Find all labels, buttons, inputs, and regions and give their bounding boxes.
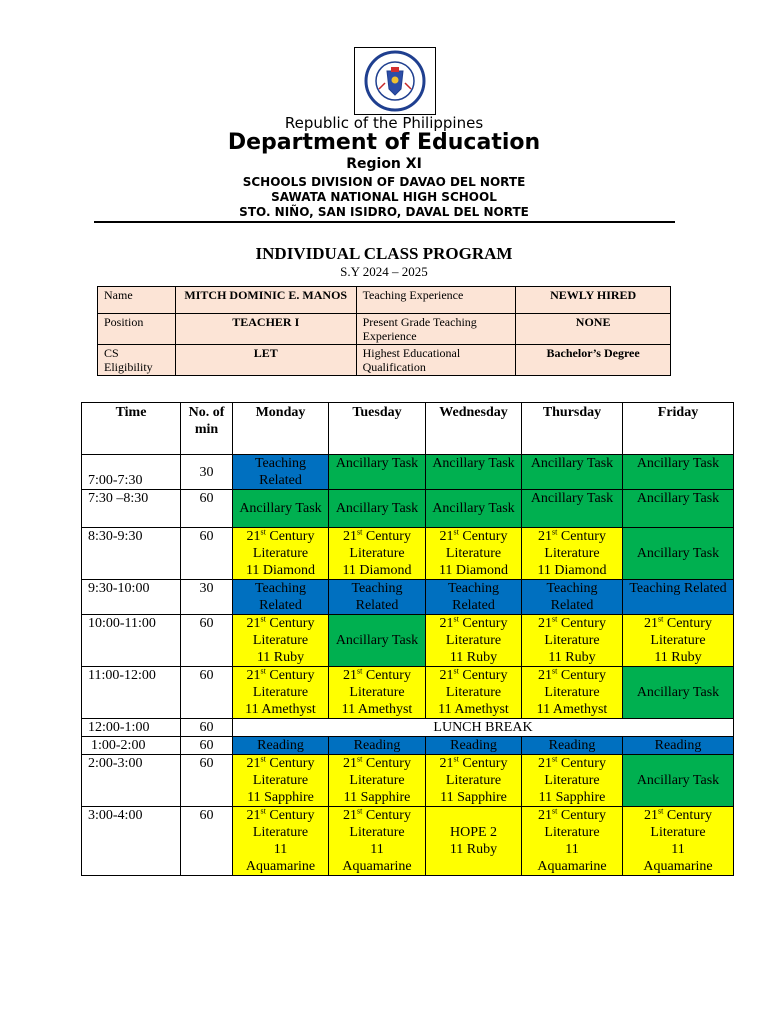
subject-line: Literature: [252, 633, 309, 648]
ordinal-suffix: st: [552, 666, 558, 676]
info-value: MITCH DOMINIC E. MANOS: [175, 287, 356, 314]
ordinal-suffix: st: [552, 527, 558, 537]
col-header-monday: Monday: [233, 403, 329, 455]
subject-line: Literature: [544, 773, 600, 788]
schedule-cell: [623, 615, 734, 667]
schedule-cell: [329, 755, 426, 807]
info-row: [98, 287, 671, 314]
schedule-cell: [623, 807, 734, 876]
schedule-cell: [522, 667, 623, 719]
subject-line: Literature: [445, 773, 502, 788]
subject-line: Literature: [445, 633, 502, 648]
min-cell: 60: [181, 719, 233, 737]
table-row: [82, 719, 734, 737]
ordinal-suffix: st: [552, 806, 558, 816]
century-number: 21: [439, 616, 454, 631]
section-line: 11 Ruby: [449, 650, 498, 665]
schedule-cell: Ancillary Task: [329, 455, 426, 490]
schedule-cell: Reading: [522, 737, 623, 755]
subject-line: Literature: [252, 773, 309, 788]
time-cell: 9:30-10:00: [82, 580, 181, 615]
century-word: Century: [462, 529, 508, 544]
schedule-cell: Reading: [329, 737, 426, 755]
century-word: Century: [560, 529, 606, 544]
teacher-info-table: [97, 286, 671, 376]
col-header-time: Time: [82, 403, 181, 455]
schedule-cell: [233, 807, 329, 876]
schedule-cell: [426, 755, 522, 807]
century-word: Century: [365, 756, 411, 771]
century-word: Century: [269, 668, 315, 683]
course-line: [236, 807, 325, 824]
section-line: 11 Amethyst: [341, 702, 413, 717]
schedule-cell: Reading: [426, 737, 522, 755]
ordinal-suffix: st: [260, 666, 266, 676]
schedule-cell: [426, 667, 522, 719]
region-line: Region XI: [346, 156, 422, 172]
ordinal-suffix: st: [453, 666, 459, 676]
schedule-cell: Teaching Related: [329, 580, 426, 615]
section-line: Aquamarine: [537, 859, 607, 874]
section-line: 11 Ruby: [256, 650, 305, 665]
subject-line: HOPE 2: [449, 825, 498, 840]
info-row: [98, 314, 671, 345]
section-line: 11 Sapphire: [343, 790, 411, 805]
col-header-friday: Friday: [623, 403, 734, 455]
course-line: [236, 755, 325, 772]
century-word: Century: [666, 616, 712, 631]
century-word: Century: [560, 668, 606, 683]
document-title: INDIVIDUAL CLASS PROGRAM: [255, 244, 513, 263]
schedule-cell: Reading: [623, 737, 734, 755]
course-line: [525, 615, 619, 632]
section-line: 11 Diamond: [537, 563, 607, 578]
ordinal-suffix: st: [357, 754, 363, 764]
ordinal-suffix: st: [260, 806, 266, 816]
grade-line: 11: [671, 842, 685, 857]
schedule-cell: Ancillary Task: [522, 455, 623, 490]
century-number: 21: [439, 756, 454, 771]
ordinal-suffix: st: [658, 614, 664, 624]
century-word: Century: [462, 756, 508, 771]
subject-line: Literature: [544, 546, 600, 561]
schedule-cell: Ancillary Task: [623, 755, 734, 807]
century-word: Century: [560, 808, 606, 823]
school-year: S.Y 2024 – 2025: [340, 264, 428, 279]
schedule-cell: Ancillary Task: [426, 490, 522, 528]
section-line: 11 Amethyst: [438, 702, 509, 717]
course-line: [332, 667, 422, 684]
schedule-cell: [522, 615, 623, 667]
section-line: Aquamarine: [643, 859, 713, 874]
subject-line: Literature: [445, 685, 502, 700]
info-value: Bachelor’s Degree: [516, 345, 671, 376]
course-line: [429, 755, 518, 772]
century-number: 21: [538, 808, 553, 823]
schedule-cell: [522, 528, 623, 580]
schedule-cell: Ancillary Task: [623, 667, 734, 719]
info-label: Name: [98, 287, 176, 314]
century-number: 21: [343, 668, 358, 683]
ordinal-suffix: st: [357, 527, 363, 537]
col-header-min: No. of min: [181, 403, 233, 455]
course-line: [626, 615, 730, 632]
subject-line: Literature: [650, 825, 706, 840]
century-number: 21: [538, 756, 553, 771]
subject-line: Literature: [349, 685, 405, 700]
ordinal-suffix: st: [260, 754, 266, 764]
ordinal-suffix: st: [453, 754, 459, 764]
table-row: [82, 528, 734, 580]
schedule-cell: Teaching Related: [522, 580, 623, 615]
table-row: [82, 737, 734, 755]
min-cell: 60: [181, 615, 233, 667]
schedule-cell: Ancillary Task: [623, 455, 734, 490]
schedule-cell: [329, 807, 426, 876]
course-line: [236, 615, 325, 632]
schedule-cell: [522, 807, 623, 876]
min-cell: 30: [181, 455, 233, 490]
subject-line: Literature: [544, 633, 600, 648]
time-cell: 10:00-11:00: [82, 615, 181, 667]
ordinal-suffix: st: [260, 614, 266, 624]
info-label: Highest Educational Qualification: [356, 345, 516, 376]
time-cell: 2:00-3:00: [82, 755, 181, 807]
header-divider: [94, 221, 675, 223]
century-number: 21: [439, 668, 454, 683]
course-line: [525, 755, 619, 772]
century-number: 21: [343, 808, 358, 823]
table-row: [82, 615, 734, 667]
schedule-cell: Reading: [233, 737, 329, 755]
grade-line: 11: [565, 842, 579, 857]
section-line: 11 Ruby: [449, 842, 498, 857]
info-value: NONE: [516, 314, 671, 345]
address-line: STO. NIÑO, SAN ISIDRO, DAVAL DEL NORTE: [239, 205, 529, 219]
school-line: SAWATA NATIONAL HIGH SCHOOL: [271, 190, 497, 204]
century-word: Century: [269, 808, 315, 823]
course-line: [429, 528, 518, 545]
min-cell: 60: [181, 667, 233, 719]
century-word: Century: [560, 616, 606, 631]
schedule-cell: Teaching Related: [233, 455, 329, 490]
info-value: NEWLY HIRED: [516, 287, 671, 314]
col-header-tuesday: Tuesday: [329, 403, 426, 455]
course-line: [236, 528, 325, 545]
century-number: 21: [538, 668, 553, 683]
col-header-thursday: Thursday: [522, 403, 623, 455]
section-line: 11 Diamond: [245, 563, 316, 578]
course-line: [626, 807, 730, 824]
schedule-cell: Ancillary Task: [329, 490, 426, 528]
min-cell: 60: [181, 807, 233, 876]
schedule-cell: [233, 528, 329, 580]
time-cell: 7:00-7:30: [82, 455, 181, 490]
time-cell: 11:00-12:00: [82, 667, 181, 719]
century-number: 21: [343, 529, 358, 544]
century-word: Century: [269, 756, 315, 771]
section-line: 11 Ruby: [654, 650, 702, 665]
section-line: 11 Amethyst: [245, 702, 316, 717]
subject-line: Literature: [252, 546, 309, 561]
table-row: [82, 667, 734, 719]
division-line: SCHOOLS DIVISION OF DAVAO DEL NORTE: [242, 175, 526, 189]
course-line: [332, 807, 422, 824]
schedule-cell: Ancillary Task: [426, 455, 522, 490]
section-line: 11 Amethyst: [536, 702, 608, 717]
schedule-cell: [233, 755, 329, 807]
section-line: Aquamarine: [245, 859, 316, 874]
min-cell: 60: [181, 490, 233, 528]
deped-seal: [354, 47, 436, 115]
schedule-cell: Teaching Related: [426, 580, 522, 615]
century-word: Century: [365, 668, 411, 683]
table-row: [82, 455, 734, 490]
info-label: Teaching Experience: [356, 287, 516, 314]
schedule-cell: [426, 528, 522, 580]
schedule-cell: [522, 755, 623, 807]
subject-line: Literature: [544, 825, 600, 840]
section-line: 11 Sapphire: [538, 790, 606, 805]
century-number: 21: [246, 616, 261, 631]
ordinal-suffix: st: [453, 614, 459, 624]
schedule-cell: Ancillary Task: [623, 490, 734, 528]
century-word: Century: [365, 529, 411, 544]
century-number: 21: [538, 616, 553, 631]
section-line: 11 Diamond: [342, 563, 412, 578]
min-cell: 60: [181, 528, 233, 580]
table-row: [82, 580, 734, 615]
century-word: Century: [365, 808, 411, 823]
century-word: Century: [269, 616, 315, 631]
schedule-cell: [426, 615, 522, 667]
subject-line: Literature: [252, 825, 309, 840]
schedule-cell: Ancillary Task: [233, 490, 329, 528]
ordinal-suffix: st: [357, 666, 363, 676]
course-line: [429, 667, 518, 684]
ordinal-suffix: st: [552, 614, 558, 624]
department-title: Department of Education: [227, 130, 541, 155]
table-row: [82, 807, 734, 876]
century-number: 21: [246, 668, 261, 683]
republic-line: Republic of the Philippines: [284, 114, 484, 132]
course-line: [525, 667, 619, 684]
section-line: 11 Ruby: [548, 650, 596, 665]
subject-line: Literature: [349, 825, 405, 840]
section-line: 11 Sapphire: [440, 790, 507, 805]
schedule-cell: [329, 528, 426, 580]
schedule-cell: Ancillary Task: [623, 528, 734, 580]
century-number: 21: [343, 756, 358, 771]
info-value: LET: [175, 345, 356, 376]
schedule-cell: Teaching Related: [623, 580, 734, 615]
schedule-cell: [233, 667, 329, 719]
subject-line: Literature: [349, 546, 405, 561]
col-header-wednesday: Wednesday: [426, 403, 522, 455]
century-number: 21: [246, 529, 261, 544]
century-number: 21: [246, 808, 261, 823]
century-number: 21: [644, 616, 659, 631]
table-row: [82, 490, 734, 528]
schedule-cell: [426, 807, 522, 876]
info-label: Present Grade Teaching Experience: [356, 314, 516, 345]
century-word: Century: [462, 616, 508, 631]
time-cell: 1:00-2:00: [82, 737, 181, 755]
century-number: 21: [246, 756, 261, 771]
schedule-cell: Teaching Related: [233, 580, 329, 615]
course-line: [429, 615, 518, 632]
schedule-cell: Ancillary Task: [522, 490, 623, 528]
time-cell: 7:30 –8:30: [82, 490, 181, 528]
century-word: Century: [462, 668, 508, 683]
schedule-cell: [233, 615, 329, 667]
min-cell: 30: [181, 580, 233, 615]
grade-line: 11: [273, 842, 288, 857]
min-cell: 60: [181, 755, 233, 807]
course-line: [525, 528, 619, 545]
class-schedule-table: [81, 402, 734, 876]
course-line: [525, 807, 619, 824]
subject-line: Literature: [445, 546, 502, 561]
century-word: Century: [560, 756, 606, 771]
century-word: Century: [269, 529, 315, 544]
century-number: 21: [644, 808, 659, 823]
info-label: Position: [98, 314, 176, 345]
section-line: 11 Diamond: [438, 563, 509, 578]
time-cell: 8:30-9:30: [82, 528, 181, 580]
seal-emblem-icon: [357, 49, 433, 113]
info-row: [98, 345, 671, 376]
section-line: Aquamarine: [342, 859, 412, 874]
table-row: [82, 755, 734, 807]
ordinal-suffix: st: [260, 527, 266, 537]
subject-line: Literature: [252, 685, 309, 700]
lunch-break-cell: LUNCH BREAK: [233, 719, 734, 737]
ordinal-suffix: st: [552, 754, 558, 764]
century-word: Century: [666, 808, 712, 823]
grade-line: 11: [370, 842, 384, 857]
header-row: [82, 403, 734, 455]
ordinal-suffix: st: [357, 806, 363, 816]
info-value: TEACHER I: [175, 314, 356, 345]
course-line: [332, 755, 422, 772]
course-line: [236, 667, 325, 684]
schedule-cell: Ancillary Task: [329, 615, 426, 667]
time-cell: 3:00-4:00: [82, 807, 181, 876]
info-label: CS Eligibility: [98, 345, 176, 376]
section-line: 11 Sapphire: [247, 790, 314, 805]
time-cell: 12:00-1:00: [82, 719, 181, 737]
subject-line: Literature: [544, 685, 600, 700]
ordinal-suffix: st: [453, 527, 459, 537]
ordinal-suffix: st: [658, 806, 664, 816]
century-number: 21: [538, 529, 553, 544]
subject-line: Literature: [650, 633, 706, 648]
subject-line: Literature: [349, 773, 405, 788]
min-cell: 60: [181, 737, 233, 755]
century-number: 21: [439, 529, 454, 544]
schedule-cell: [329, 667, 426, 719]
course-line: [332, 528, 422, 545]
